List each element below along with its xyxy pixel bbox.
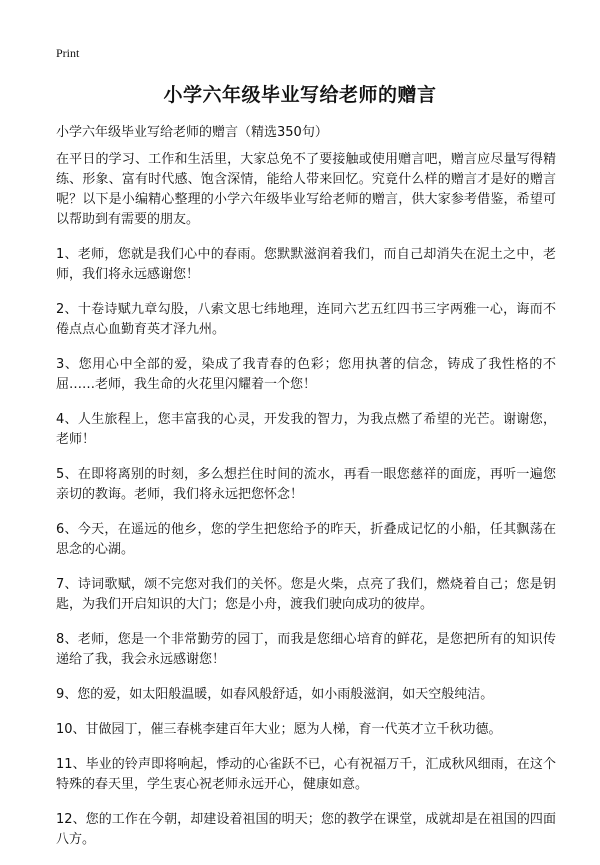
article-body — [56, 150, 556, 865]
quote-item-6: 6、今天，在遥远的他乡，您的学生把您给予的昨天，折叠成记忆的小船，任其飘荡在思念的心湖。 — [56, 522, 556, 557]
quote-item-12: 12、您的工作在今朝，却建设着祖国的明天；您的教学在课堂，成就却是在祖国的四面八方。 — [56, 812, 556, 847]
print-link[interactable]: Print — [56, 46, 80, 60]
quote-item-5: 5、在即将离别的时刻，多么想拦住时间的流水，再看一眼您慈祥的面庞，再听一遍您亲切的教诲。老师，我们将永远把您怀念！ — [56, 467, 556, 502]
quote-item-2: 2、十卷诗赋九章勾股，八索文思七纬地理，连同六艺五红四书三字两雅一心，诲而不倦点点心血勤育英才泽九州。 — [56, 302, 556, 337]
quote-item-8: 8、老师，您是一个非常勤劳的园丁，而我是您细心培育的鲜花，是您把所有的知识传递给了我，我会永远感谢您！ — [56, 632, 556, 667]
quote-item-1: 1、老师，您就是我们心中的春雨。您默默滋润着我们，而自己却消失在泥土之中，老师，我们将永远感谢您！ — [56, 247, 556, 282]
quote-item-11: 11、毕业的铃声即将响起，悸动的心雀跃不已，心有祝福万千，汇成秋风细雨，在这个特殊的春天里，学生衷心祝老师永远开心，健康如意。 — [56, 757, 556, 792]
quote-item-10: 10、甘做园丁，催三春桃李建百年大业；愿为人梯，育一代英才立千秋功德。 — [56, 722, 502, 737]
intro-paragraph: 在平日的学习、工作和生活里，大家总免不了要接触或使用赠言吧，赠言应尽量写得精练、形象、富有时代感、饱含深情，能给人带来回忆。究竟什么样的赠言才是好的赠言呢？以下是小编精心整理的小学六年级毕业写给老师的赠言，供大家参考借鉴，希望可以帮助到有需要的朋友。 — [56, 152, 556, 227]
document-subtitle: 小学六年级毕业写给老师的赠言（精选350句） — [56, 125, 328, 140]
page-title: 小学六年级毕业写给老师的赠言 — [163, 84, 437, 106]
quote-item-7: 7、诗词歌赋，颂不完您对我们的关怀。您是火柴，点亮了我们，燃烧着自己；您是钥匙，为我们开启知识的大门；您是小舟，渡我们驶向成功的彼岸。 — [56, 577, 556, 612]
quote-item-9: 9、您的爱，如太阳般温暖，如春风般舒适，如小雨般滋润，如天空般纯洁。 — [56, 687, 494, 702]
quote-item-3: 3、您用心中全部的爱，染成了我青春的色彩；您用执著的信念，铸成了我性格的不屈……老师，我生命的火花里闪耀着一个您！ — [56, 357, 556, 392]
quote-item-4: 4、人生旅程上，您丰富我的心灵，开发我的智力，为我点燃了希望的光芒。谢谢您，老师！ — [56, 412, 556, 447]
